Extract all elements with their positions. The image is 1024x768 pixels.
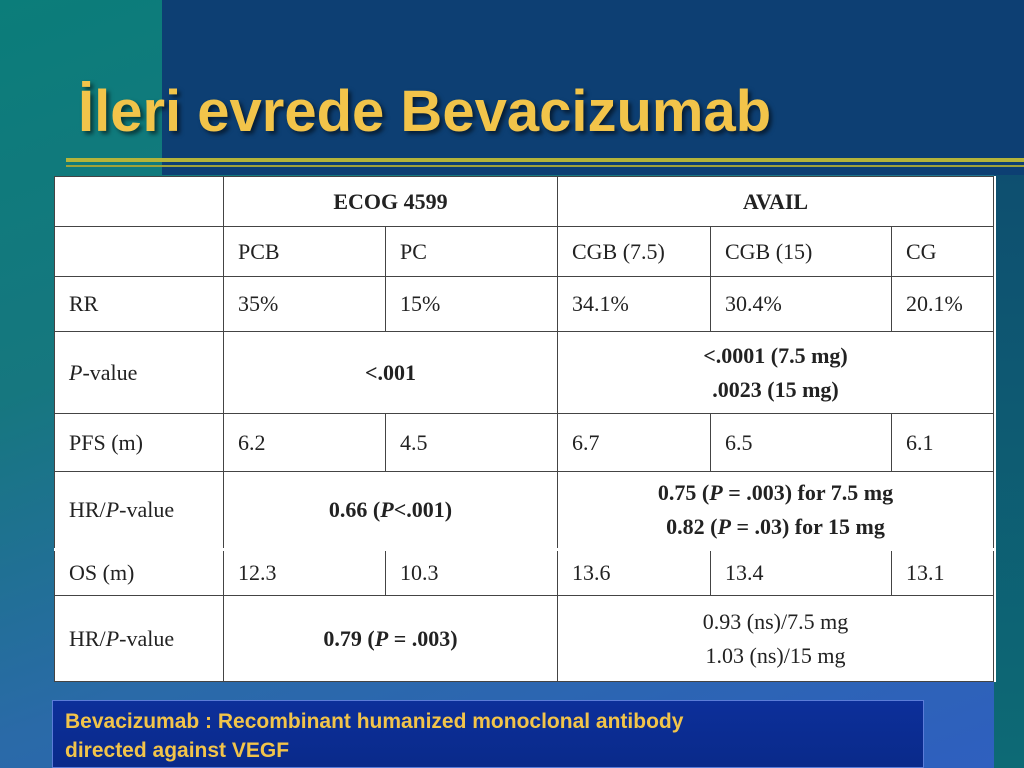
table-cell: 6.1 <box>892 414 994 472</box>
table-row-hr-pfs <box>55 472 994 550</box>
title-underline-secondary <box>66 165 1024 167</box>
table-cell <box>558 472 994 550</box>
table-row-groups <box>55 177 994 227</box>
cell-text-italic: P <box>380 497 394 522</box>
table-cell: <.001 <box>224 332 558 414</box>
table-row-rr <box>55 277 994 332</box>
table-cell: 12.3 <box>224 550 386 596</box>
group-header-ecog: ECOG 4599 <box>224 177 558 227</box>
table-row-pvalue <box>55 332 994 414</box>
cell-text: 0.79 ( <box>323 625 375 651</box>
table-cell: 13.1 <box>892 550 994 596</box>
row-label-rest: -value <box>119 497 175 522</box>
arm-header: CG <box>892 227 994 277</box>
cell-text: = .003) <box>388 625 458 651</box>
cell-text: = .03) for 15 mg <box>730 514 885 539</box>
table-cell: 10.3 <box>386 550 558 596</box>
row-label: RR <box>55 277 224 332</box>
cell-line: 1.03 (ns)/15 mg <box>705 642 846 668</box>
cell-line: <.0001 (7.5 mg) <box>703 342 848 368</box>
footnote-line-1: Bevacizumab : Recombinant humanized monoclonal antibody <box>65 710 684 733</box>
table-cell: 30.4% <box>711 277 892 332</box>
cell-text-italic: P <box>709 480 723 505</box>
row-label-pre: HR/ <box>69 625 106 651</box>
table-cell: 13.4 <box>711 550 892 596</box>
cell-line: .0023 (15 mg) <box>712 376 839 402</box>
row-label: OS (m) <box>55 550 224 596</box>
arm-header: PC <box>386 227 558 277</box>
row-label: PFS (m) <box>55 414 224 472</box>
row-label <box>55 332 224 414</box>
table-cell: 4.5 <box>386 414 558 472</box>
table-row-arms <box>55 227 994 277</box>
cell-line: 0.93 (ns)/7.5 mg <box>702 608 849 634</box>
row-label-italic: P <box>105 497 120 522</box>
results-table <box>54 176 994 682</box>
cell-text: <.001) <box>393 497 453 522</box>
row-label-rest: -value <box>82 359 138 385</box>
row-label-pre: HR/ <box>69 497 106 522</box>
table-cell: 35% <box>224 277 386 332</box>
footnote-line-2: directed against VEGF <box>65 739 290 762</box>
row-label-rest: -value <box>119 625 175 651</box>
slide-title: İleri evrede Bevacizumab <box>78 79 772 144</box>
row-label-italic: P <box>69 359 83 385</box>
cell-text-italic: P <box>717 514 731 539</box>
table-row-pfs <box>55 414 994 472</box>
arm-header: CGB (15) <box>711 227 892 277</box>
side-background <box>994 175 1024 768</box>
table-cell: 34.1% <box>558 277 711 332</box>
cell-text: 0.82 ( <box>666 514 718 539</box>
table-row-hr-os <box>55 596 994 682</box>
cell-text-italic: P <box>374 625 389 651</box>
cell-text: 0.75 ( <box>657 480 710 505</box>
table-cell: 6.7 <box>558 414 711 472</box>
row-label <box>55 472 224 550</box>
row-label <box>55 596 224 682</box>
group-header-avail: AVAIL <box>558 177 994 227</box>
table-cell <box>55 227 224 277</box>
arm-header: CGB (7.5) <box>558 227 711 277</box>
cell-line <box>572 510 979 544</box>
table-row-os <box>55 550 994 596</box>
cell-text: 0.66 ( <box>328 497 381 522</box>
title-underline <box>66 158 1024 162</box>
table-cell: 6.5 <box>711 414 892 472</box>
table-cell <box>224 596 558 682</box>
results-table-container <box>54 176 996 682</box>
table-cell: 15% <box>386 277 558 332</box>
table-cell: 13.6 <box>558 550 711 596</box>
table-cell <box>558 332 994 414</box>
table-cell <box>224 472 558 550</box>
cell-line <box>572 476 979 510</box>
arm-header: PCB <box>224 227 386 277</box>
cell-text: = .003) for 7.5 mg <box>722 480 894 505</box>
footnote-box <box>52 700 924 768</box>
table-corner-cell <box>55 177 224 227</box>
table-cell: 6.2 <box>224 414 386 472</box>
table-cell <box>558 596 994 682</box>
row-label-italic: P <box>105 625 120 651</box>
table-cell: 20.1% <box>892 277 994 332</box>
